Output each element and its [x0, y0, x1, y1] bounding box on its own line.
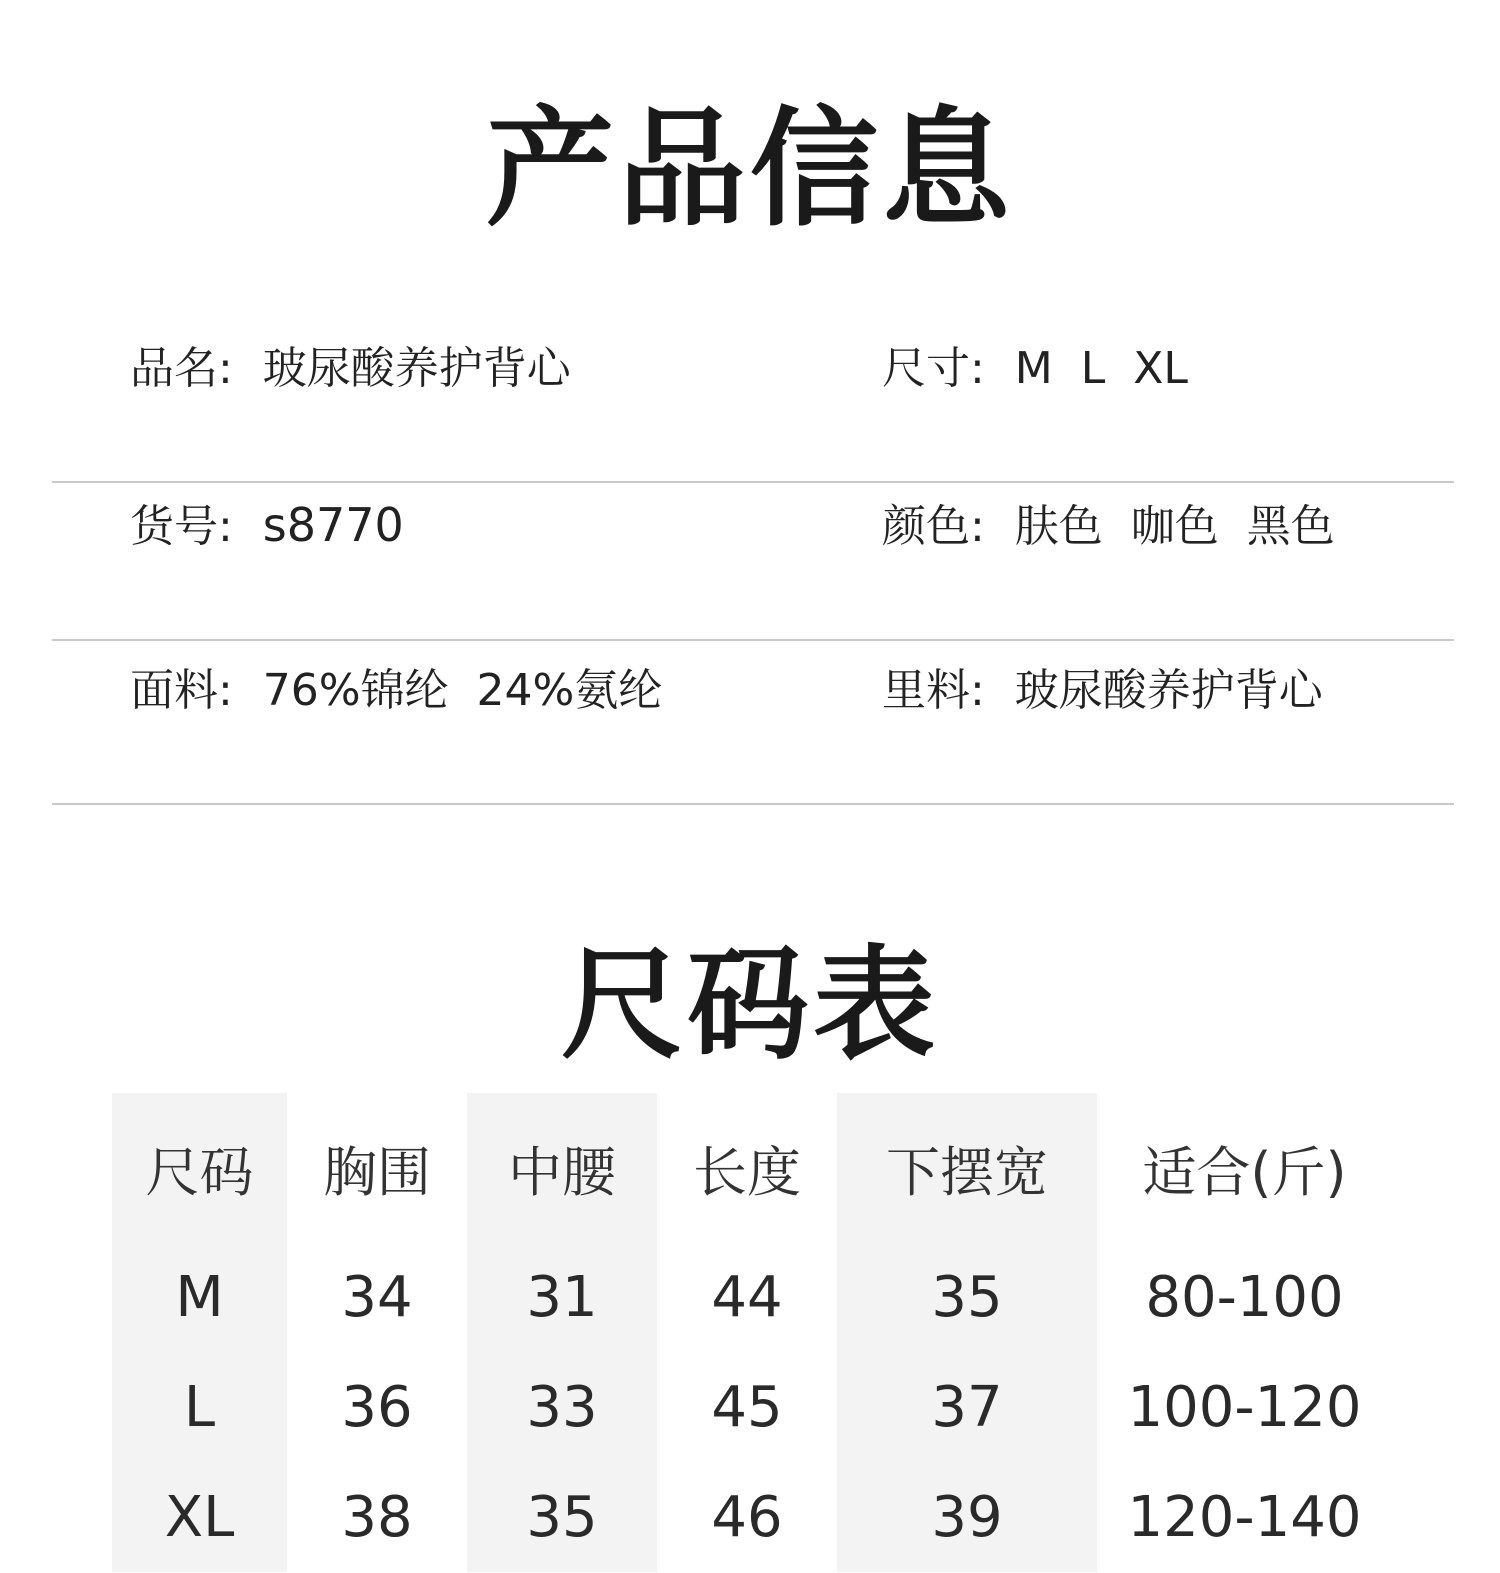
field-value: 玻尿酸养护背心	[262, 343, 571, 394]
field-label: 面料:	[129, 665, 233, 716]
table-cell: 35	[526, 1485, 598, 1550]
field-value: 玻尿酸养护背心	[1014, 665, 1323, 716]
field-value: s8770	[262, 498, 404, 552]
table-header: 长度	[693, 1141, 801, 1204]
table-cell: 34	[341, 1265, 413, 1330]
table-column-size	[112, 1093, 287, 1572]
field-lining	[826, 607, 1323, 775]
table-column-waist	[467, 1093, 657, 1572]
info-row	[52, 647, 1454, 805]
table-cell: XL	[164, 1485, 235, 1550]
table-cell: 36	[341, 1375, 413, 1440]
table-column-length	[657, 1093, 837, 1572]
field-sizes	[826, 285, 1188, 453]
table-cell: 35	[931, 1265, 1003, 1330]
table-cell: 39	[931, 1485, 1003, 1550]
table-cell: 80-100	[1145, 1265, 1344, 1330]
table-column-hem	[837, 1093, 1097, 1572]
size-table	[112, 1093, 1392, 1572]
table-header: 尺码	[145, 1141, 254, 1204]
table-cell: M	[175, 1265, 224, 1330]
table-column-fit	[1097, 1093, 1392, 1572]
table-header: 适合(斤)	[1142, 1141, 1347, 1204]
field-label: 品名:	[129, 343, 233, 394]
table-cell: 100-120	[1127, 1375, 1362, 1440]
field-label: 尺寸:	[881, 343, 985, 394]
field-item-number	[74, 441, 404, 611]
table-header: 下摆宽	[886, 1141, 1048, 1204]
table-cell: 33	[526, 1375, 598, 1440]
table-cell: 45	[711, 1375, 783, 1440]
field-label: 里料:	[881, 665, 985, 716]
field-value: M L XL	[1014, 343, 1188, 394]
table-cell: 38	[341, 1485, 413, 1550]
field-product-name	[74, 285, 571, 453]
table-cell: 120-140	[1127, 1485, 1362, 1550]
field-colors	[826, 443, 1335, 611]
field-fabric	[74, 607, 662, 775]
table-cell: 44	[711, 1265, 783, 1330]
field-value: 肤色 咖色 黑色	[1014, 501, 1335, 552]
table-column-bust	[287, 1093, 467, 1572]
table-header: 胸围	[323, 1141, 431, 1204]
field-label: 颜色:	[881, 501, 985, 552]
table-header: 中腰	[508, 1141, 616, 1204]
table-cell: 46	[711, 1485, 783, 1550]
field-label: 货号:	[129, 501, 233, 552]
table-cell: L	[183, 1375, 216, 1440]
product-info-title: 产品信息	[485, 95, 1014, 244]
table-cell: 37	[931, 1375, 1003, 1440]
size-chart-title: 尺码表	[561, 934, 939, 1076]
table-cell: 31	[526, 1265, 598, 1330]
field-value: 76%锦纶 24%氨纶	[262, 665, 663, 716]
